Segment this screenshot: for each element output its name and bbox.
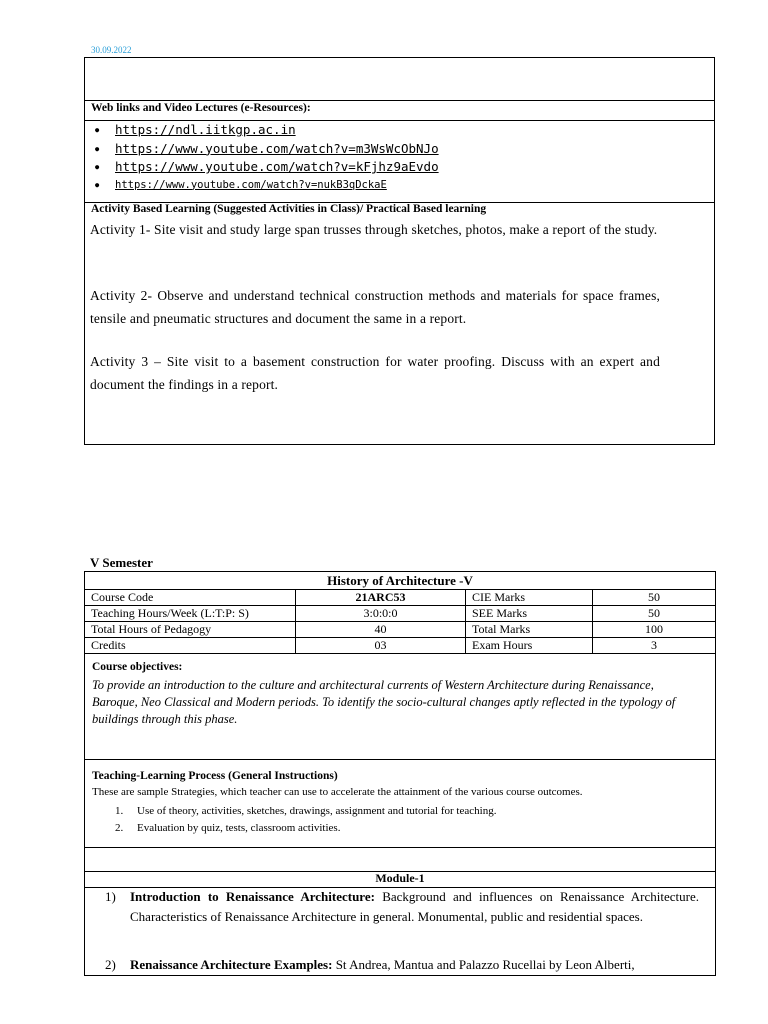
module-title: Module-1 — [375, 871, 425, 885]
resource-link[interactable]: ● https://www.youtube.com/watch?v=kFjhz9aEvdo — [115, 158, 439, 177]
divider — [85, 847, 715, 848]
semester-heading: V Semester — [90, 555, 153, 570]
resources-title: Web links and Video Lectures (e-Resources): — [91, 102, 311, 114]
table-cell: Course Code — [85, 590, 296, 606]
activity-1: Activity 1- Site visit and study large span trusses through sketches, photos, make a report of the study. — [90, 222, 658, 237]
divider — [85, 759, 715, 760]
document-date: 30.09.2022 — [91, 45, 132, 55]
resource-links — [115, 121, 439, 194]
table-cell: 3:0:0:0 — [296, 606, 466, 622]
module-item: 2) Renaissance Architecture Examples: St Andrea, Mantua and Palazzo Rucellai by Leon Alberti, — [105, 957, 635, 972]
course-details-table — [84, 571, 716, 654]
table-row — [85, 622, 716, 638]
objectives-title: Course objectives: — [92, 661, 183, 673]
table-cell: 03 — [296, 638, 466, 654]
objectives-text: To provide an introduction to the culture and architectural currents of Western Architecture during Renaissance, Baroque, Neo Classical and Modern periods. To identify the socio-cultural changes aptly reflected in the typology of buildings through this phase. — [92, 678, 676, 726]
resource-link[interactable]: ● https://www.youtube.com/watch?v=nukB3qDckaE — [115, 177, 439, 194]
table-cell: 40 — [296, 622, 466, 638]
table-cell: SEE Marks — [466, 606, 593, 622]
table-cell: Credits — [85, 638, 296, 654]
table-cell: 50 — [593, 606, 716, 622]
course-title: History of Architecture -V — [85, 572, 716, 590]
course-content-box — [84, 652, 716, 976]
resource-link[interactable]: ● https://ndl.iitkgp.ac.in — [115, 121, 439, 140]
table-cell: 50 — [593, 590, 716, 606]
table-cell: 3 — [593, 638, 716, 654]
teaching-title: Teaching-Learning Process (General Instructions) — [92, 770, 338, 782]
activity-2: Activity 2- Observe and understand technical construction methods and materials for space frames, tensile and pneumatic structures and document the same in a report. — [90, 288, 660, 326]
list-item: 1. Use of theory, activities, sketches, drawings, assignment and tutorial for teaching. — [115, 805, 497, 817]
table-cell: Exam Hours — [466, 638, 593, 654]
table-cell: Total Marks — [466, 622, 593, 638]
module-item: 1) Introduction to Renaissance Architecture: Background and influences on Renaissance Architecture. Characteristics of Renaissance Architecture in general. Monumental, public and residential spaces. — [105, 889, 700, 924]
resources-activities-box — [84, 57, 715, 445]
teaching-intro: These are sample Strategies, which teacher can use to accelerate the attainment of the various course outcomes. — [92, 786, 583, 798]
resource-link[interactable]: ● https://www.youtube.com/watch?v=m3WsWcObNJo — [115, 140, 439, 159]
list-item: 2. Evaluation by quiz, tests, classroom activities. — [115, 822, 341, 834]
table-cell: Total Hours of Pedagogy — [85, 622, 296, 638]
activity-3: Activity 3 – Site visit to a basement construction for water proofing. Discuss with an expert and document the findings in a report. — [90, 354, 660, 392]
table-cell: 100 — [593, 622, 716, 638]
divider — [85, 100, 714, 101]
table-cell: CIE Marks — [466, 590, 593, 606]
table-cell: 21ARC53 — [296, 590, 466, 606]
table-row — [85, 590, 716, 606]
table-cell: Teaching Hours/Week (L:T:P: S) — [85, 606, 296, 622]
teaching-list — [115, 803, 496, 837]
table-row — [85, 606, 716, 622]
activities-title: Activity Based Learning (Suggested Activities in Class)/ Practical Based learning — [91, 203, 487, 215]
